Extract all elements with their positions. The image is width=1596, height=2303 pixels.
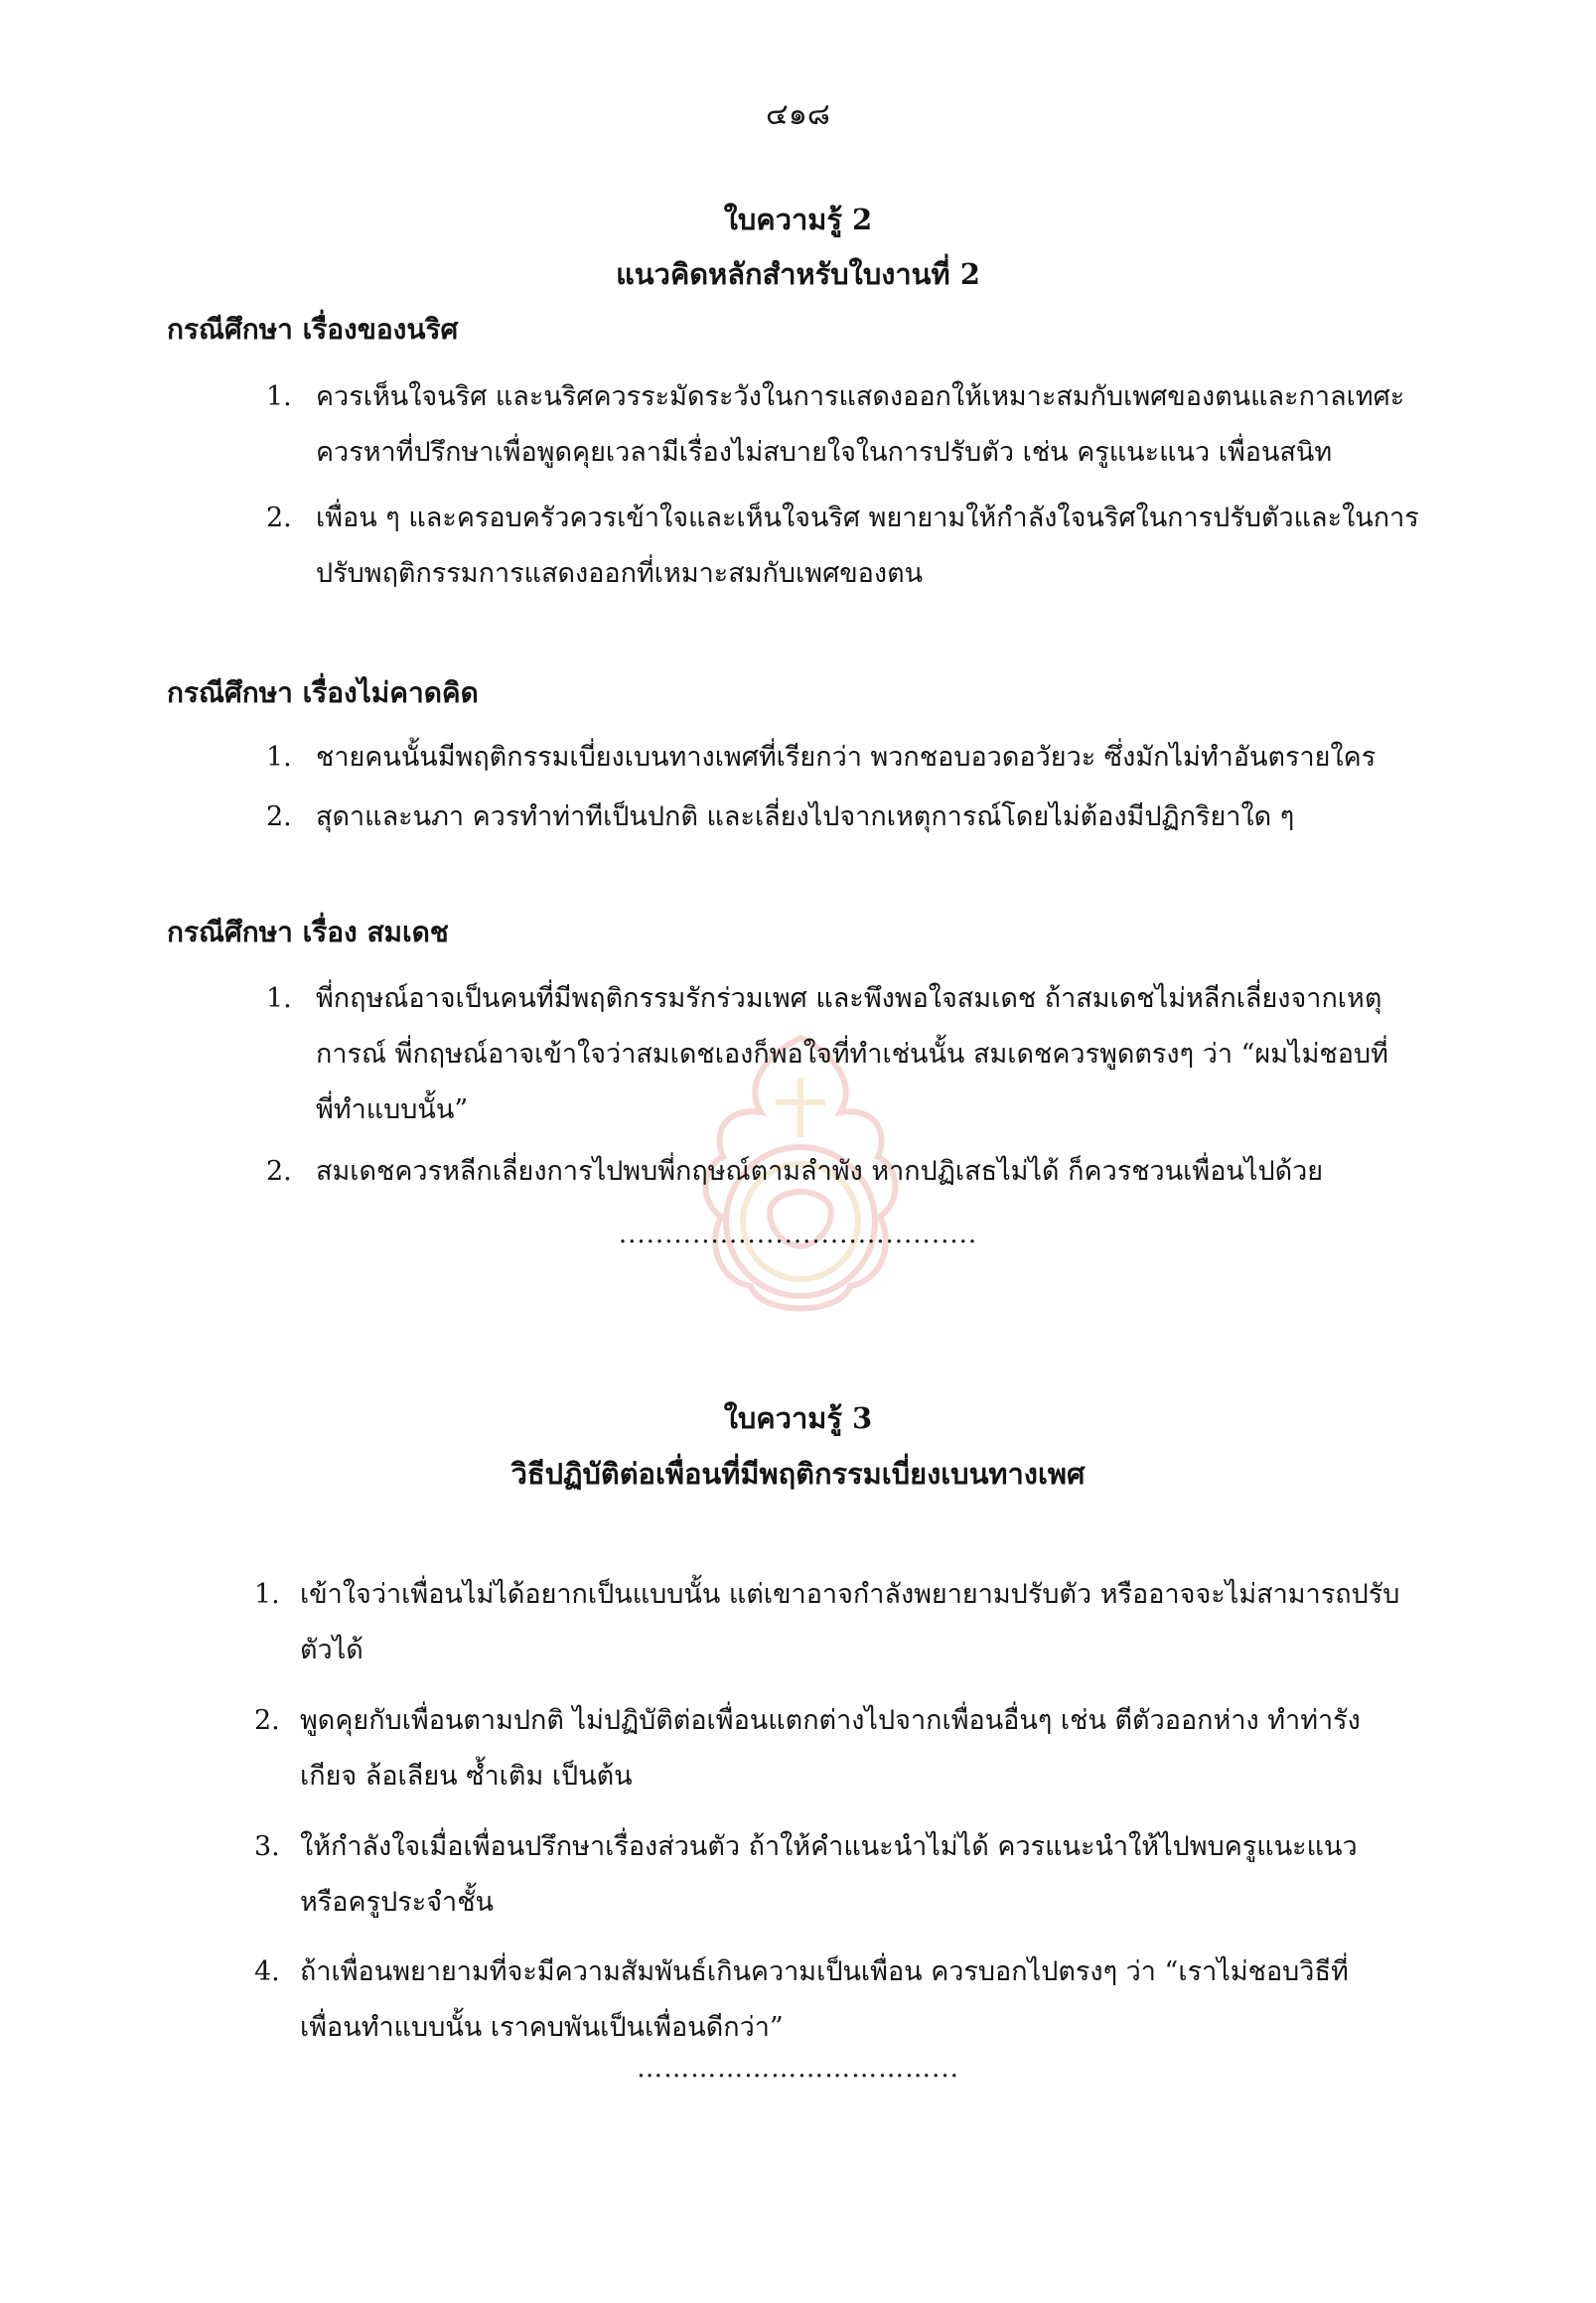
- list-item: [254, 1693, 1446, 1804]
- item-line: เพื่อนทำแบบนั้น เราคบพันเป็นเพื่อนดีกว่า”: [300, 2012, 784, 2043]
- sheet2-title: ใบความรู้ 2: [723, 203, 873, 236]
- sheet2-subtitle: แนวคิดหลักสำหรับใบงานที่ 2: [616, 257, 980, 291]
- item-number: 1.: [254, 1579, 280, 1610]
- list-item: [266, 790, 1458, 845]
- item-number: 1.: [266, 381, 292, 412]
- list-item: [266, 491, 1458, 602]
- item-number: 1.: [266, 983, 292, 1014]
- item-line: ตัวได้: [300, 1635, 363, 1665]
- item-number: 1.: [266, 742, 292, 773]
- list-item: [254, 1944, 1446, 2056]
- item-line: พี่ทำแบบนั้น”: [316, 1094, 469, 1125]
- item-line: สุดาและนภา ควรทำท่าทีเป็นปกติ และเลี่ยงไปจากเหตุการณ์โดยไม่ต้องมีปฏิกริยาใด ๆ: [316, 801, 1295, 832]
- item-number: 2.: [266, 503, 292, 533]
- item-number: 3.: [254, 1831, 280, 1862]
- item-line: ให้กำลังใจเมื่อเพื่อนปรึกษาเรื่องส่วนตัว ถ้าให้คำแนะนำไม่ได้ ควรแนะนำให้ไปพบครูแนะแนว: [300, 1831, 1358, 1862]
- item-line: ชายคนนั้นมีพฤติกรรมเบี่ยงเบนทางเพศที่เรียกว่า พวกชอบอวดอวัยวะ ซึ่งมักไม่ทำอันตรายใคร: [316, 742, 1377, 773]
- item-number: 2.: [266, 1156, 292, 1187]
- item-number: 2.: [266, 801, 292, 832]
- item-number: 2.: [254, 1705, 280, 1736]
- case-heading: กรณีศึกษา เรื่องของนริศ: [167, 313, 459, 346]
- list-item: [254, 1567, 1446, 1678]
- list-item: [266, 971, 1458, 1138]
- list-item: [254, 1819, 1446, 1931]
- case-heading: กรณีศึกษา เรื่อง สมเดช: [167, 916, 449, 948]
- sheet3-subtitle: วิธีปฏิบัติต่อเพื่อนที่มีพฤติกรรมเบี่ยงเบนทางเพศ: [510, 1457, 1086, 1491]
- item-line: สมเดชควรหลีกเลี่ยงการไปพบพี่กฤษณ์ตามลำพัง หากปฏิเสธไม่ได้ ก็ควรชวนเพื่อนไปด้วย: [316, 1156, 1324, 1187]
- item-line: ปรับพฤติกรรมการแสดงออกที่เหมาะสมกับเพศของตน: [316, 558, 924, 589]
- page-number: ๔๑๘: [766, 97, 830, 132]
- list-item: [266, 730, 1458, 786]
- sheet3-title: ใบความรู้ 3: [723, 1401, 873, 1435]
- section-end-dots: .......................................: [618, 1220, 978, 1249]
- item-line: เพื่อน ๆ และครอบครัวควรเข้าใจและเห็นใจนริศ พยายามให้กำลังใจนริศในการปรับตัวและในการ: [316, 503, 1419, 533]
- list-item: [266, 1144, 1458, 1200]
- item-line: หรือครูประจำชั้น: [300, 1887, 494, 1918]
- list-item: [266, 369, 1458, 481]
- item-number: 4.: [254, 1956, 280, 1987]
- item-line: เกียจ ล้อเลียน ซ้ำเติม เป็นต้น: [300, 1761, 633, 1792]
- item-line: ควรเห็นใจนริศ และนริศควรระมัดระวังในการแสดงออกให้เหมาะสมกับเพศของตนและกาลเทศะ: [316, 381, 1405, 412]
- section-end-dots: ……………………………...: [637, 2054, 959, 2084]
- item-line: ควรหาที่ปรึกษาเพื่อพูดคุยเวลามีเรื่องไม่สบายใจในการปรับตัว เช่น ครูแนะแนว เพื่อนสนิท: [316, 437, 1333, 468]
- item-line: ถ้าเพื่อนพยายามที่จะมีความสัมพันธ์เกินความเป็นเพื่อน ควรบอกไปตรงๆ ว่า “เราไม่ชอบวิธีที่: [300, 1956, 1349, 1987]
- case-heading: กรณีศึกษา เรื่องไม่คาดคิด: [167, 676, 479, 709]
- item-line: พูดคุยกับเพื่อนตามปกติ ไม่ปฏิบัติต่อเพื่อนแตกต่างไปจากเพื่อนอื่นๆ เช่น ตีตัวออกห่าง ทำท่ารัง: [300, 1705, 1361, 1736]
- item-line: พี่กฤษณ์อาจเป็นคนที่มีพฤติกรรมรักร่วมเพศ และพึงพอใจสมเดช ถ้าสมเดชไม่หลีกเลี่ยงจากเหตุ: [316, 983, 1382, 1014]
- item-line: เข้าใจว่าเพื่อนไม่ได้อยากเป็นแบบนั้น แต่เขาอาจกำลังพยายามปรับตัว หรืออาจจะไม่สามารถปรับ: [300, 1579, 1400, 1610]
- item-line: การณ์ พี่กฤษณ์อาจเข้าใจว่าสมเดชเองก็พอใจที่ทำเช่นนั้น สมเดชควรพูดตรงๆ ว่า “ผมไม่ชอบที่: [316, 1039, 1388, 1070]
